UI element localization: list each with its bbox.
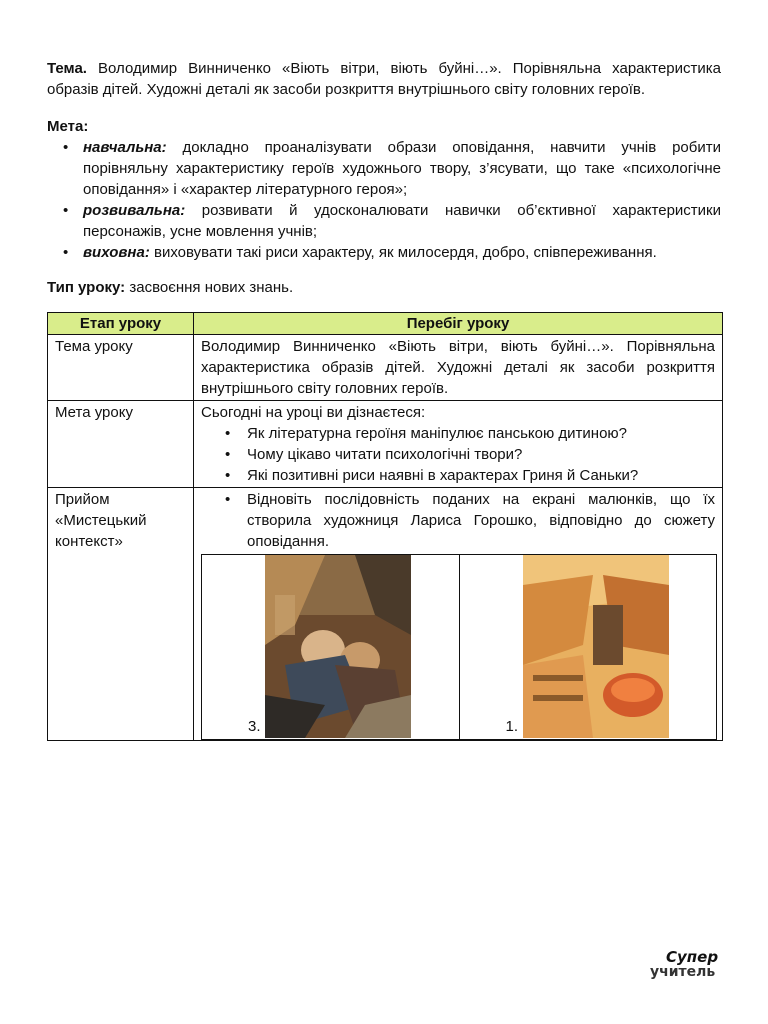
document-page <box>47 58 721 741</box>
list-item: • Чому цікаво читати психологічні твори? <box>247 444 715 465</box>
question-list <box>201 423 715 486</box>
table-header-row <box>48 313 723 335</box>
list-item: • Які позитивні риси наявні в характерах Гриня й Саньки? <box>247 465 715 486</box>
content-cell <box>194 488 723 741</box>
topic-label: Тема. <box>47 60 87 77</box>
goal-list <box>47 137 721 263</box>
goal-item-educational: • навчальна: докладно проаналізувати образи оповідання, навчити учнів робити порівняльну характеристику героїв художнього твору, з’ясувати, що таке «психологічне оповідання» і «характер літературного героя»; <box>83 137 721 200</box>
goal-title: Мета: <box>47 118 89 135</box>
picture-cell <box>202 555 460 739</box>
stage-cell: Мета уроку <box>48 401 194 488</box>
topic-text: Володимир Винниченко «Віють вітри, віють буйні…». Порівняльна характеристика образів дітей. Художні деталі як засоби розкриття внутрішнього світу головних героїв. <box>47 60 721 98</box>
content-cell <box>194 401 723 488</box>
logo-line-2: учитель <box>650 964 716 980</box>
table-row <box>48 488 723 741</box>
stage-cell: Тема уроку <box>48 335 194 401</box>
lesson-plan-table <box>47 312 723 741</box>
illustration-interior-image <box>523 555 669 738</box>
picture-number: 1. <box>505 718 519 735</box>
goal-item-developmental: • розвивальна: розвивати й удосконалювати навички об’єктивної характеристики персонажів, усне мовлення учнів; <box>83 200 721 242</box>
super-teacher-logo <box>648 948 728 984</box>
goal-item-upbringing: • виховна: виховувати такі риси характеру, як милосердя, добро, співпереживання. <box>83 242 721 263</box>
picture-number: 3. <box>248 718 261 735</box>
table-row <box>48 401 723 488</box>
stage-cell: Прийом «Мистецький контекст» <box>48 488 194 741</box>
content-cell: Володимир Винниченко «Віють вітри, віють буйні…». Порівняльна характеристика образів дітей. Художні деталі як засоби розкриття внутрішнього світу головних героїв. <box>194 335 723 401</box>
task-list <box>201 489 715 552</box>
table-row <box>48 335 723 401</box>
list-item: • Як літературна героїня маніпулює панською дитиною? <box>247 423 715 444</box>
picture-cell <box>460 555 717 739</box>
illustration-children-image <box>265 555 411 738</box>
pictures-table <box>201 554 717 740</box>
logo-line-1: Супер <box>666 948 719 966</box>
lesson-type: Тип уроку: засвоєння нових знань. <box>47 279 294 296</box>
header-progress: Перебіг уроку <box>194 313 723 335</box>
list-item: • Відновіть послідовність поданих на екрані малюнків, що їх створила художниця Лариса Горошко, відповідно до сюжету оповідання. <box>247 489 715 552</box>
header-stage: Етап уроку <box>48 313 194 335</box>
topic-paragraph <box>47 58 721 100</box>
goal-intro: Сьогодні на уроці ви дізнаєтеся: <box>201 404 426 421</box>
